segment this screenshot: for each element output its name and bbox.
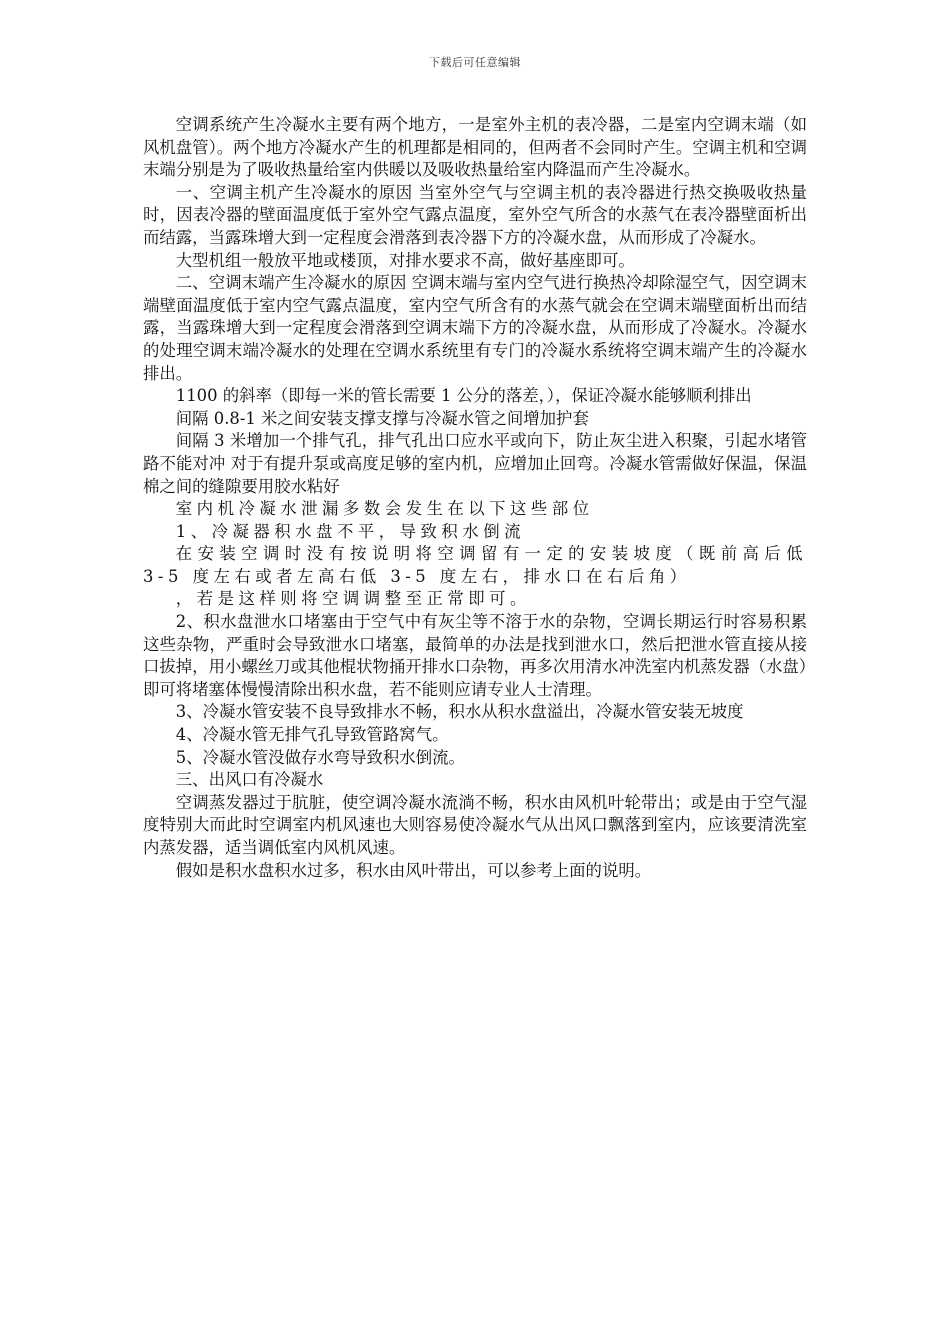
paragraph-install-slope: 在安装空调时没有按说明将空调留有一定的安装坡度（既前高后低 3-5 度左右或者左高右低 3-5 度左右，排水口在右后角）	[143, 544, 807, 586]
paragraph-slope: 1100 的斜率（即每一米的管长需要 1 公分的落差，），保证冷凝水能够顺利排出	[175, 386, 752, 406]
paragraph-intro: 空调系统产生冷凝水主要有两个地方，一是室外主机的表冷器，二是室内空调末端（如风机盘管）。两个地方冷凝水产生的机理都是相同的，但两者不会同时产生。空调主机和空调末端分别是为了吸收热量给室内供暖以及吸收热量给室内降温而产生冷凝水。	[143, 115, 807, 180]
paragraph-support-interval: 间隔 0.8-1 米之间安装支撑支撑与冷凝水管之间增加护套	[175, 408, 589, 428]
page-header: 下载后可任意编辑	[429, 56, 521, 69]
paragraph-item-3: 3、冷凝水管安装不良导致排水不畅，积水从积水盘溢出，冷凝水管安装无坡度	[175, 702, 744, 722]
paragraph-adjust: ，若是这样则将空调调整至正常即可。	[175, 589, 531, 609]
paragraph-large-units: 大型机组一般放平地或楼顶，对排水要求不高，做好基座即可。	[175, 250, 635, 270]
paragraph-vent-hole: 间隔 3 米增加一个排气孔，排气孔出口应水平或向下，防止灰尘进入积聚，引起水堵管路不能对冲 对于有提升泵或高度足够的室内机，应增加止回弯。冷凝水管需做好保温，保温棉之间的缝隙要用胶水粘好	[143, 431, 807, 496]
paragraph-section-3: 三、出风口有冷凝水	[175, 770, 324, 790]
document-body	[143, 114, 807, 882]
paragraph-section-2: 二、空调末端产生冷凝水的原因 空调末端与室内空气进行换热冷却除湿空气，因空调末端壁面温度低于室内空气露点温度，室内空气所含有的水蒸气就会在空调末端壁面析出而结露，当露珠增大到一定程度会滑落到空调末端下方的冷凝水盘，从而形成了冷凝水。冷凝水的处理空调末端冷凝水的处理在空调水系统里有专门的冷凝水系统将空调末端产生的冷凝水排出。	[143, 273, 807, 383]
paragraph-section-1: 一、空调主机产生冷凝水的原因 当室外空气与空调主机的表冷器进行热交换吸收热量时，因表冷器的壁面温度低于室外空气露点温度，室外空气所含的水蒸气在表冷器壁面析出而结露，当露珠增大到一定程度会滑落到表冷器下方的冷凝水盘，从而形成了冷凝水。	[143, 182, 807, 247]
paragraph-closing: 假如是积水盘积水过多，积水由风叶带出，可以参考上面的说明。	[175, 860, 652, 880]
paragraph-leak-locations: 室内机冷凝水泄漏多数会发生在以下这些部位	[175, 499, 594, 519]
paragraph-item-2: 2、积水盘泄水口堵塞由于空气中有灰尘等不溶于水的杂物，空调长期运行时容易积累这些杂物，严重时会导致泄水口堵塞，最简单的办法是找到泄水口，然后把泄水管直接从接口拔掉，用小螺丝刀或其他棍状物捅开排水口杂物，再多次用清水冲洗室内机蒸发器（水盘）即可将堵塞体慢慢清除出积水盘，若不能则应请专业人士清理。	[143, 612, 807, 699]
paragraph-item-4: 4、冷凝水管无排气孔导致管路窝气。	[175, 725, 449, 745]
paragraph-item-1: 1、冷凝器积水盘不平，导致积水倒流	[175, 521, 525, 541]
paragraph-item-5: 5、冷凝水管没做存水弯导致积水倒流。	[175, 747, 465, 767]
paragraph-evaporator: 空调蒸发器过于肮脏，使空调冷凝水流淌不畅，积水由风机叶轮带出；或是由于空气湿度特别大而此时空调室内机风速也大则容易使冷凝水气从出风口飘落到室内，应该要清洗室内蒸发器，适当调低室内风机风速。	[143, 792, 807, 857]
